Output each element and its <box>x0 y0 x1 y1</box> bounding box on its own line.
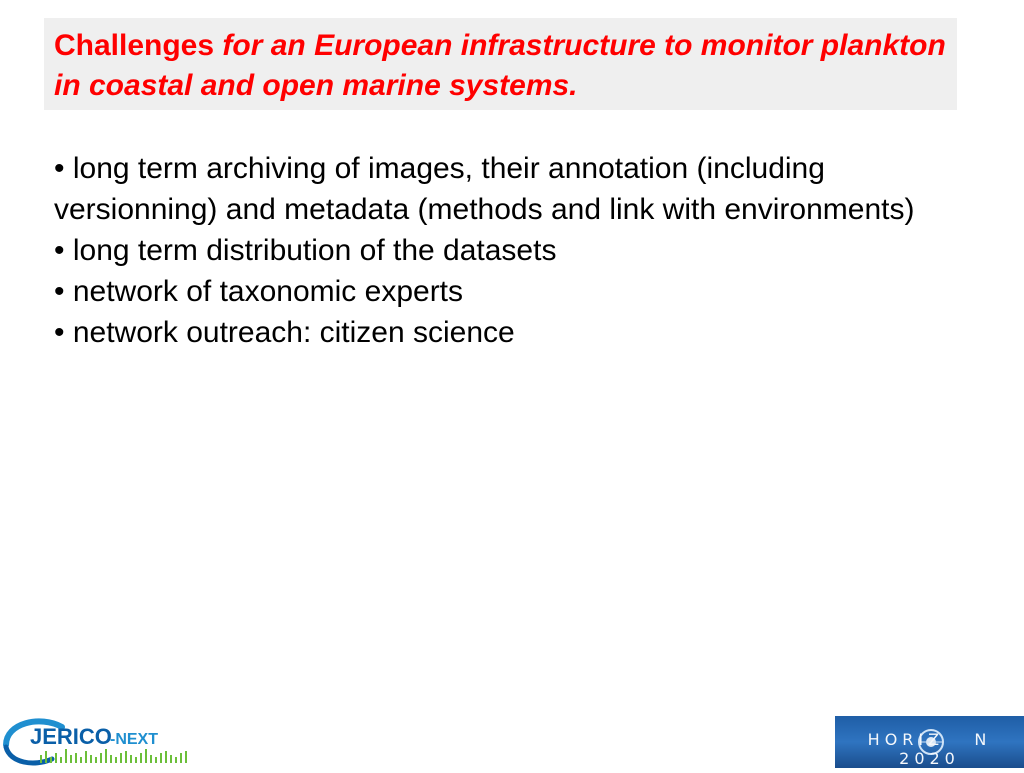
bullet-item: • long term archiving of images, their annotation (including versionning) and metadata (methods and link with environments) <box>54 152 915 226</box>
title-rest: for an European infrastructure to monitor plankton in coastal and open marine systems. <box>54 29 946 102</box>
bullet-item: • long term distribution of the datasets <box>54 234 557 267</box>
title-box <box>44 18 957 110</box>
horizon-2020-logo <box>835 716 1024 768</box>
title-lead: Challenges <box>54 29 215 62</box>
jerico-next-logo <box>0 711 200 768</box>
horizon-2020-wordmark: HORIZ N 2020 <box>867 730 992 768</box>
svg-text:-NEXT: -NEXT <box>110 731 158 748</box>
svg-text:JERICO: JERICO <box>30 724 112 749</box>
bullet-item: • network of taxonomic experts <box>54 275 464 308</box>
bullet-item: • network outreach: citizen science <box>54 316 515 349</box>
slide-title <box>54 26 947 106</box>
bullet-list <box>54 148 954 353</box>
